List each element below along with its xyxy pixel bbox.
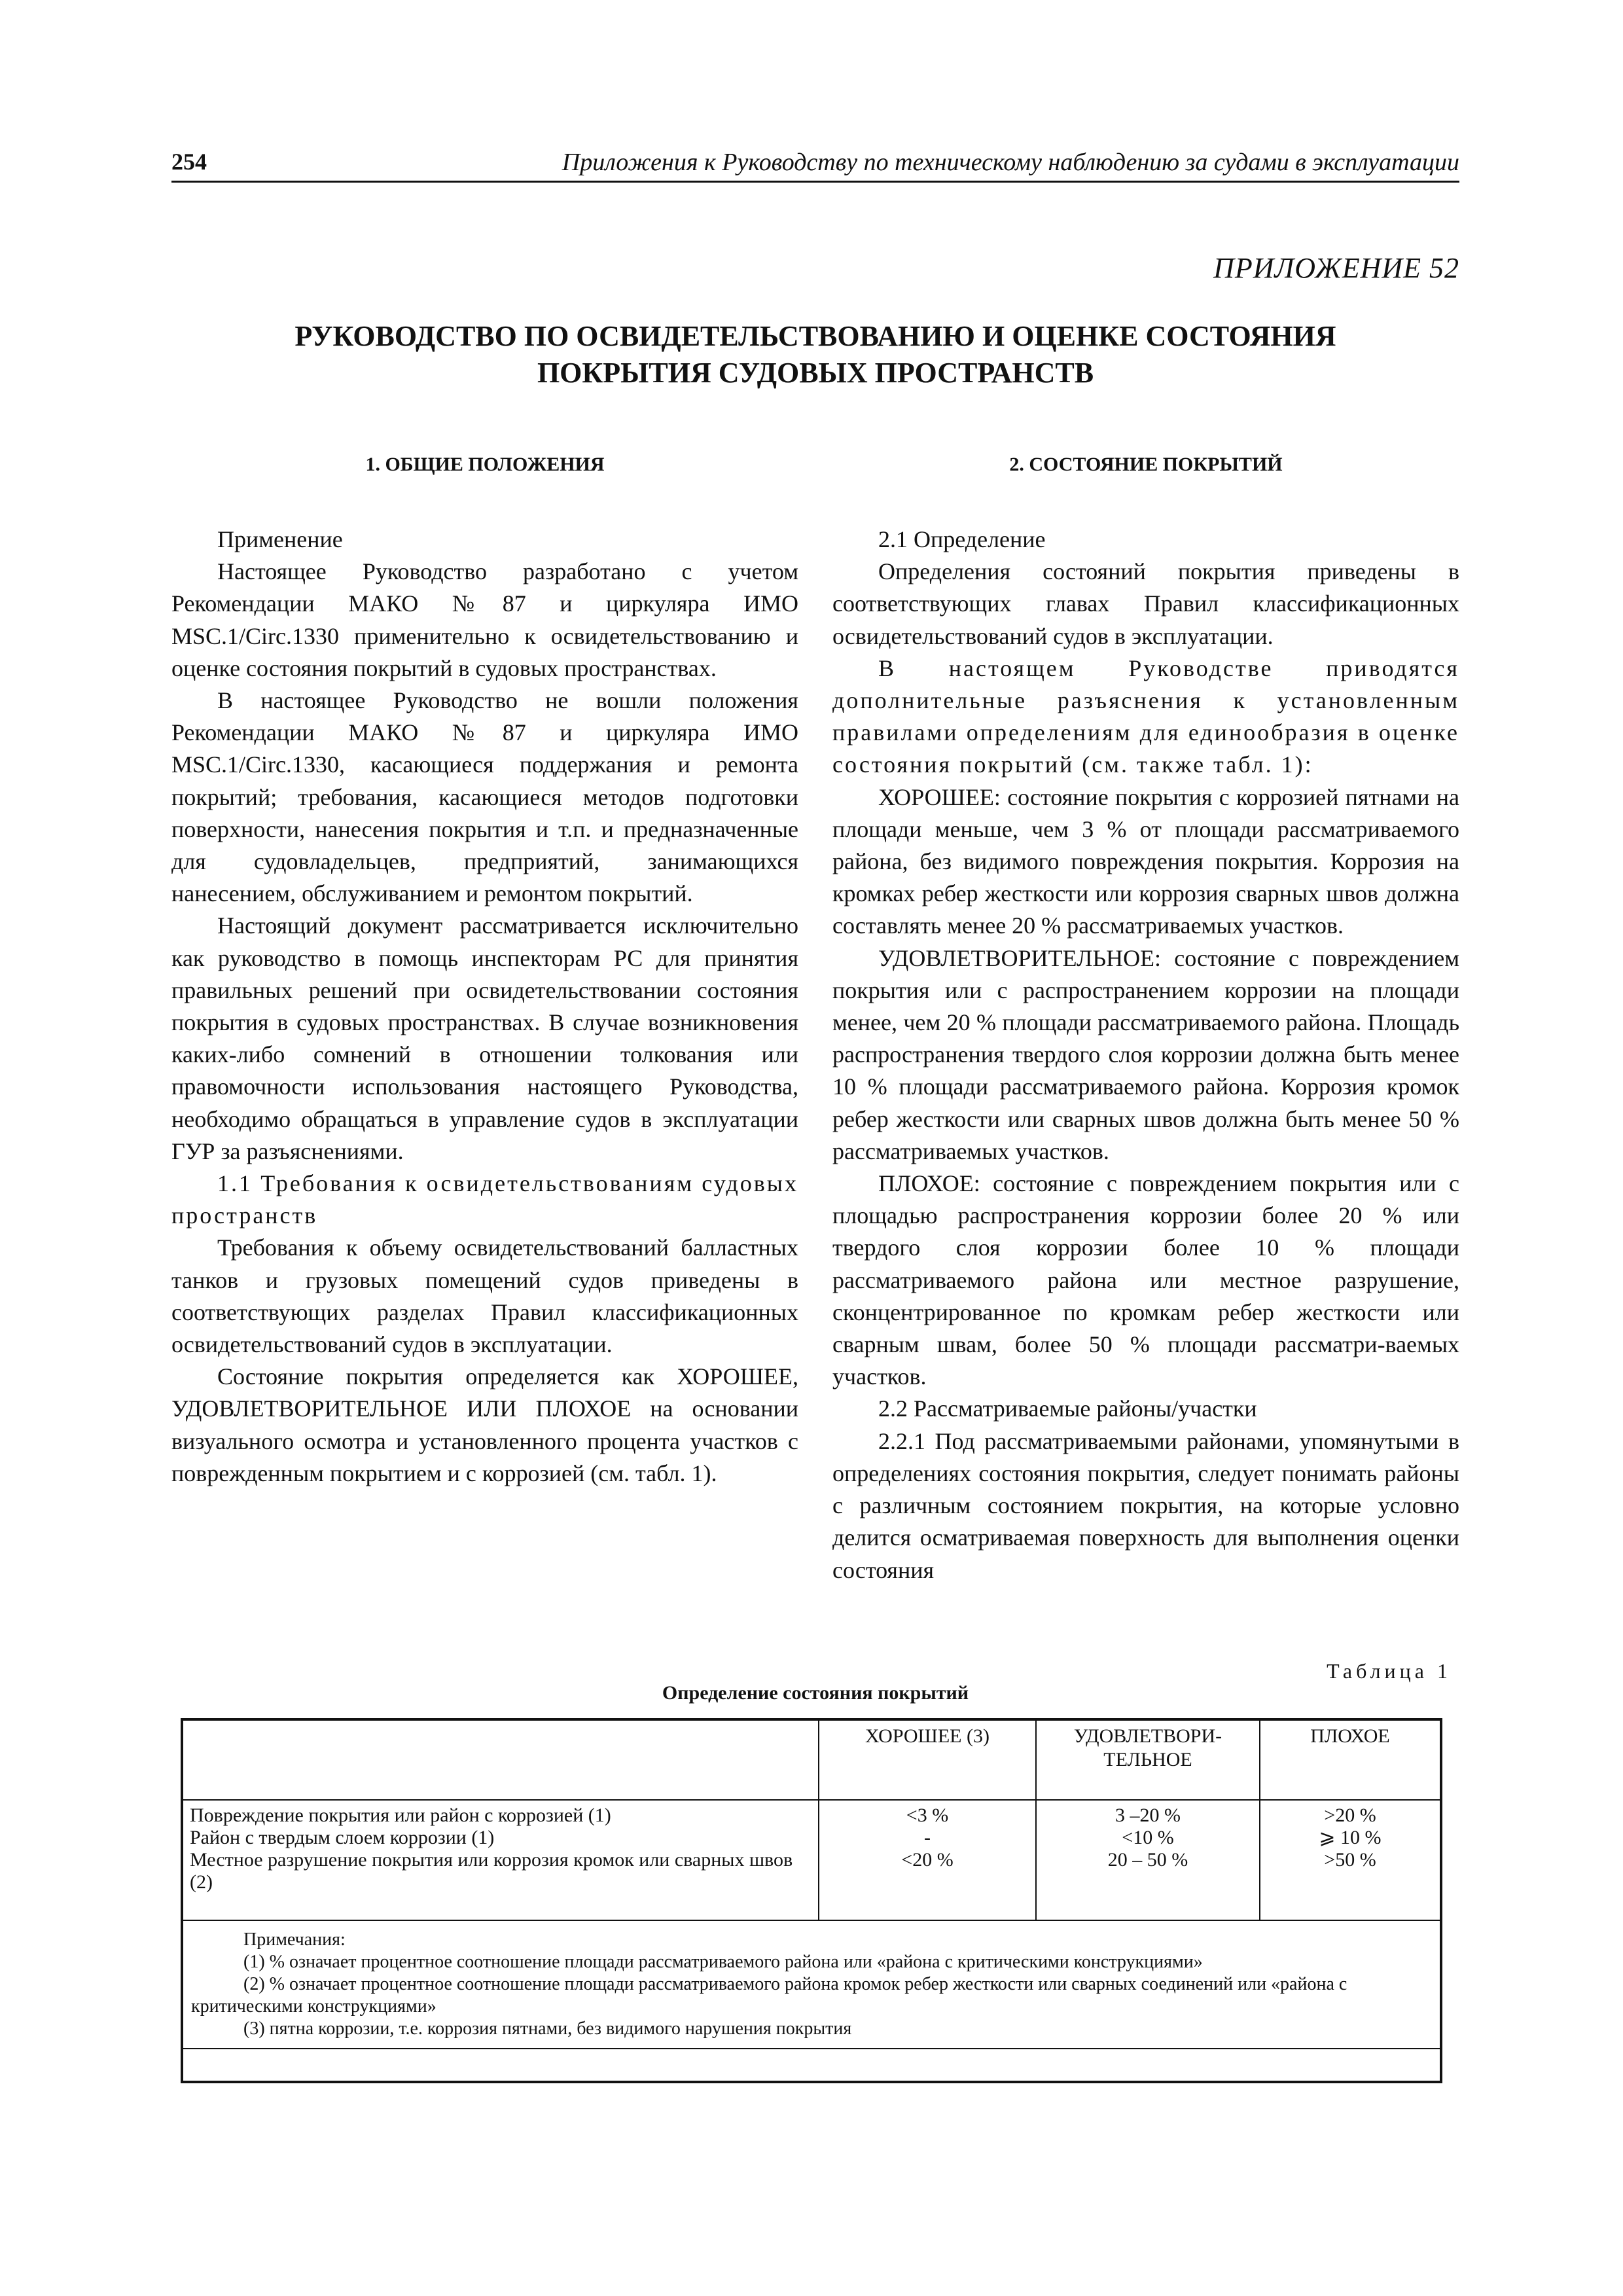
- paragraph: В настоящее Руководство не вошли положения Рекомендации МАКО №87 и циркуляра ИМО MSC.1/Circ.1330, касающиеся поддержания и ремонта покрытий; требования, касающиеся методов подготовки поверхности, нанесения покрытия и т.п. и предназначенные для судовладельцев, предприятий, занимающихся нанесением, обслуживанием и ремонтом покрытий.: [171, 687, 798, 907]
- document-title-line-1: РУКОВОДСТВО ПО ОСВИДЕТЕЛЬСТВОВАНИЮ И ОЦЕНКЕ СОСТОЯНИЯ: [294, 320, 1336, 352]
- header-fair-line-2: ТЕЛЬНОЕ: [1103, 1749, 1192, 1770]
- note-3: (3) пятна коррозии, т.е. коррозия пятнами, без видимого нарушения покрытия: [243, 2018, 852, 2039]
- paragraph: Настоящее Руководство разработано с учетом Рекомендации МАКО №87 и циркуляра ИМО MSC.1/Circ.1330 применительно к освидетельствованию и оценке состояния покрытий в судовых пространствах.: [171, 558, 798, 681]
- header-fair: [1036, 1721, 1260, 1800]
- header-poor: ПЛОХОЕ: [1260, 1721, 1440, 1800]
- fair-value: 3 –20 %: [1115, 1804, 1181, 1826]
- header-param: [183, 1721, 819, 1800]
- document-title: [171, 318, 1459, 391]
- paragraph: Требования к объему освидетельствований балластных танков и грузовых помещений судов приведены в соответствующих разделах Правил классификационных освидетельствований судов в эксплуатации.: [171, 1234, 798, 1358]
- param-label: Повреждение покрытия или район с коррозией (1): [190, 1804, 611, 1826]
- param-cell: [183, 1800, 819, 1920]
- poor-value: >50 %: [1324, 1849, 1376, 1871]
- header-good: ХОРОШЕЕ (3): [819, 1721, 1036, 1800]
- poor-value: ⩾ 10 %: [1319, 1827, 1382, 1848]
- good-values-cell: [819, 1800, 1036, 1920]
- paragraph: Определения состояний покрытия приведены в соответствующих главах Правил классификационных освидетельствований судов в эксплуатации.: [832, 558, 1459, 649]
- section-heading-general: 1. ОБЩИЕ ПОЛОЖЕНИЯ: [365, 454, 605, 475]
- table-row: [183, 1800, 1440, 1920]
- good-value: <3 %: [906, 1804, 949, 1826]
- param-label: Район с твердым слоем коррозии (1): [190, 1827, 495, 1848]
- paragraph: Состояние покрытия определяется как ХОРОШЕЕ, УДОВЛЕТВОРИТЕЛЬНОЕ ИЛИ ПЛОХОЕ на основании визуального осмотра и установленного процента участков с поврежденным покрытием и с коррозией (см. табл. 1).: [171, 1363, 798, 1486]
- subheading-survey-requirements: 1.1 Требования к освидетельствованиям судовых пространств: [171, 1170, 798, 1229]
- table: [183, 1721, 1440, 2049]
- notes-cell: [183, 1920, 1440, 2049]
- fair-values-cell: [1036, 1800, 1260, 1920]
- note-2: (2) % означает процентное соотношение площади рассматриваемого района кромок ребер жесткости или сварных соединений или «района с критическими конструкциями»: [191, 1974, 1347, 2017]
- header-fair-line-1: УДОВЛЕТВОРИ-: [1073, 1725, 1222, 1747]
- paragraph-fair-definition: УДОВЛЕТВОРИТЕЛЬНОЕ: состояние с повреждением покрытия или с распространением коррозии на площади менее, чем 20 % площади рассматриваемого района. Площадь распространения твердого слоя коррозии должна быть менее 10 % площади рассматриваемого района. Коррозия кромок ребер жесткости или сварных швов должна быть менее 50 % рассматриваемых участков.: [832, 944, 1459, 1164]
- running-header: [171, 148, 1459, 183]
- poor-values-cell: [1260, 1800, 1440, 1920]
- fair-value: 20 – 50 %: [1107, 1849, 1188, 1871]
- poor-value: >20 %: [1324, 1804, 1376, 1826]
- fair-value: <10 %: [1122, 1827, 1174, 1848]
- paragraph: В настоящем Руководстве приводятся дополнительные разъяснения к установленным правилами определениям для единообразия в оценке состояния покрытий (см. также табл. 1):: [832, 655, 1459, 778]
- right-column: [832, 452, 1459, 1587]
- subheading-application: Применение: [217, 526, 343, 552]
- table-notes-row: [183, 1920, 1440, 2049]
- paragraph-poor-definition: ПЛОХОЕ: состояние с повреждением покрытия или с площадью распространения коррозии более 20 % или твердого слоя коррозии более 10 % площади рассматриваемого района или местное разрушение, сконцентрированное по кромкам ребер жесткости или сварным швам, более 50 % площади рассматри-ваемых участков.: [832, 1170, 1459, 1390]
- table-header-row: [183, 1721, 1440, 1800]
- coating-condition-table: [181, 1718, 1442, 2083]
- document-title-line-2: ПОКРЫТИЯ СУДОВЫХ ПРОСТРАНСТВ: [537, 357, 1094, 389]
- good-value: <20 %: [901, 1849, 954, 1871]
- appendix-label: ПРИЛОЖЕНИЕ 52: [1213, 252, 1459, 284]
- page-number: 254: [171, 149, 207, 175]
- paragraph: 2.2.1 Под рассматриваемыми районами, упомянутыми в определениях состояния покрытия, следует понимать районы с различным состоянием покрытия, на которые условно делится осматриваемая поверхность для выполнения оценки состояния: [832, 1427, 1459, 1583]
- table-caption: Определение состояния покрытий: [662, 1682, 969, 1704]
- paragraph: Настоящий документ рассматривается исключительно как руководство в помощь инспекторам РС для принятия правильных решений при освидетельствовании состояния покрытия в судовых пространствах. В случае возникновения каких-либо сомнений в отношении толкования или правомочности использования настоящего Руководства, необходимо обращаться в управление судов в эксплуатации ГУР за разъяснениями.: [171, 912, 798, 1164]
- notes-title: Примечания:: [243, 1929, 346, 1950]
- table-number: Таблица 1: [1327, 1659, 1452, 1683]
- running-title: Приложения к Руководству по техническому наблюдению за судами в эксплуатации: [562, 149, 1459, 176]
- section-heading-coating-condition: 2. СОСТОЯНИЕ ПОКРЫТИЙ: [1009, 454, 1283, 475]
- left-column: [171, 452, 798, 1490]
- param-label: Местное разрушение покрытия или коррозия кромок или сварных швов (2): [190, 1849, 793, 1893]
- subheading-areas: 2.2 Рассматриваемые районы/участки: [878, 1395, 1257, 1422]
- paragraph-good-definition: ХОРОШЕЕ: состояние покрытия с коррозией пятнами на площади меньше, чем 3 % от площади рассматриваемого района, без видимого повреждения покрытия. Коррозия на кромках ребер жесткости или коррозия сварных швов должна составлять менее 20 % рассматриваемых участков.: [832, 783, 1459, 939]
- good-value: -: [924, 1827, 931, 1848]
- subheading-definition: 2.1 Определение: [878, 526, 1046, 552]
- note-1: (1) % означает процентное соотношение площади рассматриваемого района или «района с критическими конструкциями»: [243, 1952, 1203, 1972]
